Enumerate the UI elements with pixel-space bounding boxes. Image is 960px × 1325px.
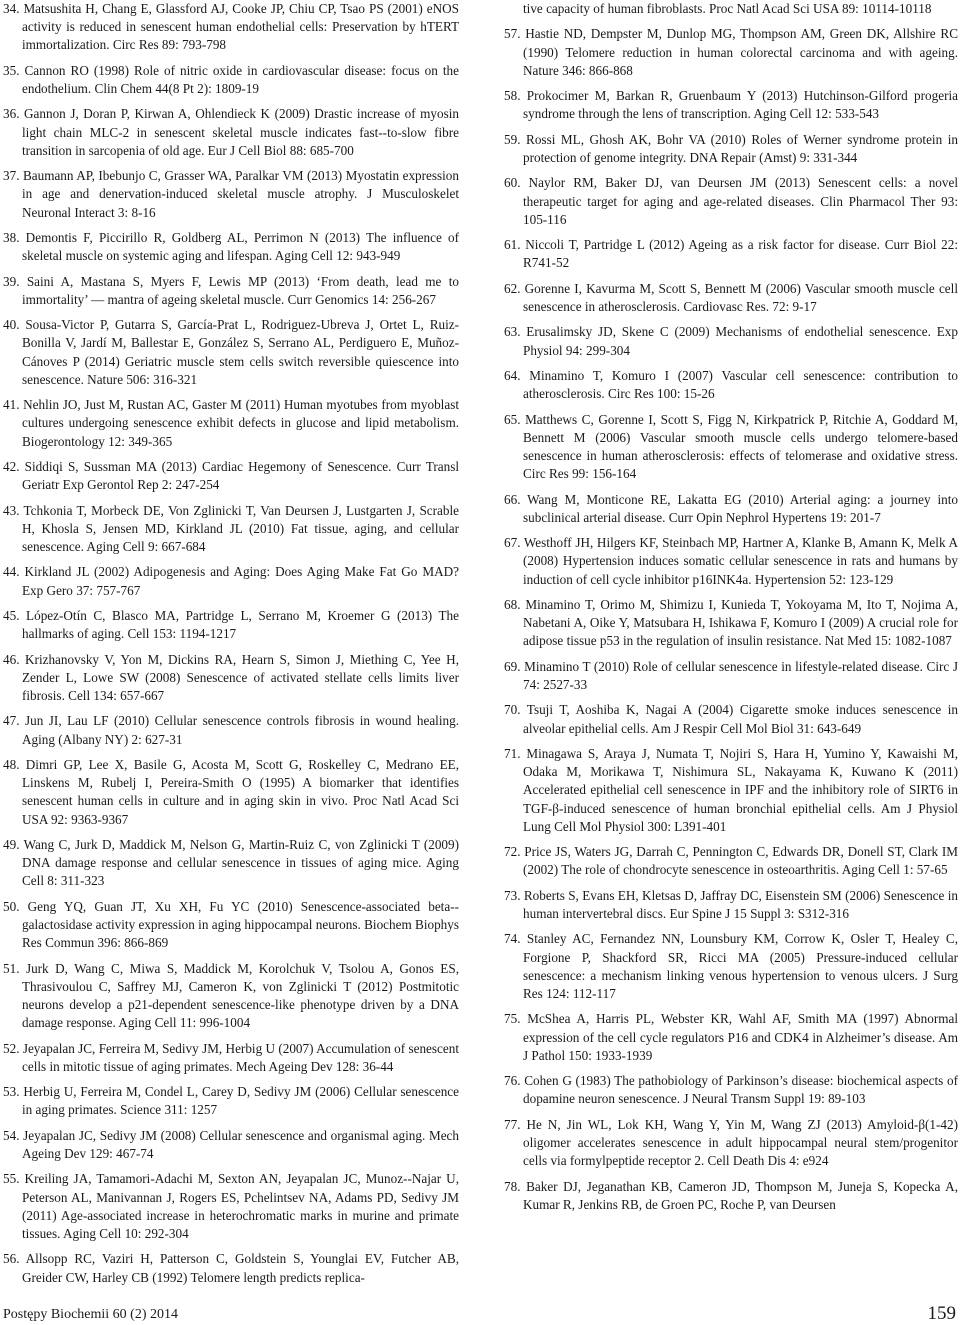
reference-item: 46. Krizhanovsky V, Yon M, Dickins RA, Hearn S, Simon J, Miething C, Yee H, Zender L, Lowe SW (2008) Senescence of activated stellate cells limits liver fibrosis. Cell 134: 657-667 xyxy=(3,651,459,703)
reference-item: 66. Wang M, Monticone RE, Lakatta EG (2010) Arterial aging: a journey into subclinical arterial disease. Curr Opin Nephrol Hypertens 19: 201-7 xyxy=(504,491,958,525)
reference-item: 34. Matsushita H, Chang E, Glassford AJ, Cooke JP, Chiu CP, Tsao PS (2001) eNOS activity is reduced in senescent human endothelial cells: Preservation by hTERT immortalization. Circ Res 89: 793-798 xyxy=(3,1,459,53)
reference-item: 58. Prokocimer M, Barkan R, Gruenbaum Y (2013) Hutchinson-Gilford progeria syndrome through the lens of transcription. Aging Cell 12: 533-543 xyxy=(504,88,958,122)
reference-item: 44. Kirkland JL (2002) Adipogenesis and Aging: Does Aging Make Fat Go MAD? Exp Gero 37: 757-767 xyxy=(3,564,459,598)
reference-item: 52. Jeyapalan JC, Ferreira M, Sedivy JM, Herbig U (2007) Accumulation of senescent cells in mitotic tissue of aging primates. Mech Ageing Dev 128: 36-44 xyxy=(3,1040,459,1074)
reference-column-left xyxy=(3,0,459,1294)
reference-item: 62. Gorenne I, Kavurma M, Scott S, Bennett M (2006) Vascular smooth muscle cell senescence in atherosclerosis. Cardiovasc Res. 72: 9-17 xyxy=(504,280,958,314)
reference-item: 35. Cannon RO (1998) Role of nitric oxide in cardiovascular disease: focus on the endothelium. Clin Chem 44(8 Pt 2): 1809-19 xyxy=(3,62,459,96)
reference-item: 49. Wang C, Jurk D, Maddick M, Nelson G, Martin-Ruiz C, von Zglinicki T (2009) DNA damage response and cellular senescence in tissues of aging mice. Aging Cell 8: 311-323 xyxy=(3,836,459,889)
reference-item: 77. He N, Jin WL, Lok KH, Wang Y, Yin M, Wang ZJ (2013) Amyloid-β(1-42) oligomer accelerates senescence in adult hippocampal neural stem/progenitor cells via formylpeptide receptor 2. Cell Death Dis 4: e924 xyxy=(504,1116,958,1169)
reference-item: 72. Price JS, Waters JG, Darrah C, Pennington C, Edwards DR, Donell ST, Clark IM (2002) The role of chondrocyte senescence in osteoarthritis. Aging Cell 1: 57-65 xyxy=(504,844,958,878)
journal-citation: Postępy Biochemii 60 (2) 2014 xyxy=(3,1307,178,1322)
reference-column-right xyxy=(504,0,958,1221)
reference-item: 48. Dimri GP, Lee X, Basile G, Acosta M, Scott G, Roskelley C, Medrano EE, Linskens M, Rubelj I, Pereira-Smith O (1995) A biomarker that identifies senescent human cells in culture and in aging skin in vivo. Proc Natl Acad Sci USA 92: 9363-9367 xyxy=(3,756,459,827)
page-number: 159 xyxy=(927,1303,956,1324)
reference-item: 57. Hastie ND, Dempster M, Dunlop MG, Thompson AM, Green DK, Allshire RC (1990) Telomere reduction in human colorectal carcinoma and with ageing. Nature 346: 866-868 xyxy=(504,26,958,78)
reference-item: 61. Niccoli T, Partridge L (2012) Ageing as a risk factor for disease. Curr Biol 22: R741-52 xyxy=(504,237,958,271)
reference-item: 36. Gannon J, Doran P, Kirwan A, Ohlendieck K (2009) Drastic increase of myosin light chain MLC-2 in senescent skeletal muscle indicates fast--to-slow fibre transition in sarcopenia of old age. Eur J Cell Biol 88: 685-700 xyxy=(3,106,459,158)
reference-item: 40. Sousa-Victor P, Gutarra S, García-Prat L, Rodriguez-Ubreva J, Ortet L, Ruiz-Bonilla V, Jardí M, Ballestar E, González S, Serrano AL, Perdiguero E, Muñoz-Cánoves P (2014) Geriatric muscle stem cells switch reversible quiescence into senescence. Nature 506: 316-321 xyxy=(3,317,459,387)
reference-item: 59. Rossi ML, Ghosh AK, Bohr VA (2010) Roles of Werner syndrome protein in protection of genome integrity. DNA Repair (Amst) 9: 331-344 xyxy=(504,131,958,165)
reference-item: 42. Siddiqi S, Sussman MA (2013) Cardiac Hegemony of Senescence. Curr Transl Geriatr Exp Gerontol Rep 2: 247-254 xyxy=(3,458,459,493)
reference-item: 38. Demontis F, Piccirillo R, Goldberg AL, Perrimon N (2013) The influence of skeletal muscle on systemic aging and lifespan. Aging Cell 12: 943-949 xyxy=(3,229,459,264)
reference-item: 41. Nehlin JO, Just M, Rustan AC, Gaster M (2011) Human myotubes from myoblast cultures undergoing senescence exhibit defects in glucose and lipid metabolism. Biogerontology 12: 349-365 xyxy=(3,397,459,449)
reference-item: 73. Roberts S, Evans EH, Kletsas D, Jaffray DC, Eisenstein SM (2006) Senescence in human intervertebral discs. Eur Spine J 15 Suppl 3: S312-316 xyxy=(504,887,958,921)
reference-item: 68. Minamino T, Orimo M, Shimizu I, Kunieda T, Yokoyama M, Ito T, Nojima A, Nabetani A, Oike Y, Matsubara H, Ishikawa F, Komuro I (2009) A crucial role for adipose tissue p53 in the regulation of insulin resistance. Nat Med 15: 1082-1087 xyxy=(504,596,958,649)
reference-item: 37. Baumann AP, Ibebunjo C, Grasser WA, Paralkar VM (2013) Myostatin expression in age and denervation-induced skeletal muscle atrophy. J Musculoskelet Neuronal Interact 3: 8-16 xyxy=(3,168,459,220)
reference-item: 76. Cohen G (1983) The pathobiology of Parkinson’s disease: biochemical aspects of dopamine neuron senescence. J Neural Transm Suppl 19: 89-103 xyxy=(504,1073,958,1107)
reference-item: 39. Saini A, Mastana S, Myers F, Lewis MP (2013) ‘From death, lead me to immortality’ — mantra of ageing skeletal muscle. Curr Genomics 14: 256-267 xyxy=(3,273,459,307)
reference-item: 54. Jeyapalan JC, Sedivy JM (2008) Cellular senescence and organismal aging. Mech Ageing Dev 129: 467-74 xyxy=(3,1127,459,1161)
reference-item: 55. Kreiling JA, Tamamori-Adachi M, Sexton AN, Jeyapalan JC, Munoz--Najar U, Peterson AL, Manivannan J, Rogers ES, Pchelintsev NA, Adams PD, Sedivy JM (2011) Age-associated increase in heterochromatic marks in murine and primate tissues. Aging Cell 10: 292-304 xyxy=(3,1171,459,1241)
reference-item: 71. Minagawa S, Araya J, Numata T, Nojiri S, Hara H, Yumino Y, Kawaishi M, Odaka M, Morikawa T, Nishimura SL, Nakayama K, Kuwano K (2011) Accelerated epithelial cell senescence in IPF and the inhibitory role of SIRT6 in TGF-β-induced senescence of human bronchial epithelial cells. Am J Physiol Lung Cell Mol Physiol 300: L391-401 xyxy=(504,745,958,834)
reference-item: 74. Stanley AC, Fernandez NN, Lounsbury KM, Corrow K, Osler T, Healey C, Forgione P, Shackford SR, Ricci MA (2005) Pressure-induced cellular senescence: a mechanism linking venous hypertension to venous ulcers. J Surg Res 124: 112-117 xyxy=(504,931,958,1001)
reference-item: 63. Erusalimsky JD, Skene C (2009) Mechanisms of endothelial senescence. Exp Physiol 94: 299-304 xyxy=(504,324,958,358)
reference-continuation: tive capacity of human fibroblasts. Proc Natl Acad Sci USA 89: 10114-10118 xyxy=(523,1,932,16)
reference-item: 43. Tchkonia T, Morbeck DE, Von Zglinicki T, Van Deursen J, Lustgarten J, Scrable H, Khosla S, Jensen MD, Kirkland JL (2010) Fat tissue, aging, and cellular senescence. Aging Cell 9: 667-684 xyxy=(3,502,459,554)
page-footer xyxy=(3,1303,956,1323)
reference-item: 47. Jun JI, Lau LF (2010) Cellular senescence controls fibrosis in wound healing. Aging (Albany NY) 2: 627-31 xyxy=(3,713,459,747)
reference-item: 67. Westhoff JH, Hilgers KF, Steinbach MP, Hartner A, Klanke B, Amann K, Melk A (2008) Hypertension induces somatic cellular senescence in rats and humans by induction of cell cycle inhibitor p16INK4a. Hypertension 52: 123-129 xyxy=(504,535,958,587)
reference-item: 64. Minamino T, Komuro I (2007) Vascular cell senescence: contribution to atherosclerosis. Circ Res 100: 15-26 xyxy=(504,367,958,402)
reference-item: 65. Matthews C, Gorenne I, Scott S, Figg N, Kirkpatrick P, Ritchie A, Goddard M, Bennett M (2006) Vascular smooth muscle cells undergo telomere-based senescence in human atherosclerosis: effects of telomerase and oxidative stress. Circ Res 99: 156-164 xyxy=(504,411,958,482)
reference-item: 70. Tsuji T, Aoshiba K, Nagai A (2004) Cigarette smoke induces senescence in alveolar epithelial cells. Am J Respir Cell Mol Biol 31: 643-649 xyxy=(504,702,958,736)
reference-item: 69. Minamino T (2010) Role of cellular senescence in lifestyle-related disease. Circ J 74: 2527-33 xyxy=(504,658,958,692)
reference-item: 45. López-Otín C, Blasco MA, Partridge L, Serrano M, Kroemer G (2013) The hallmarks of aging. Cell 153: 1194-1217 xyxy=(3,607,459,642)
reference-item: 78. Baker DJ, Jeganathan KB, Cameron JD, Thompson M, Juneja S, Kopecka A, Kumar R, Jenkins RB, de Groen PC, Roche P, van Deursen xyxy=(504,1178,958,1212)
reference-item: 60. Naylor RM, Baker DJ, van Deursen JM (2013) Senescent cells: a novel therapeutic target for aging and age-related diseases. Clin Pharmacol Ther 93: 105-116 xyxy=(504,175,958,227)
reference-item: 56. Allsopp RC, Vaziri H, Patterson C, Goldstein S, Younglai EV, Futcher AB, Greider CW, Harley CB (1992) Telomere length predicts replica- xyxy=(3,1251,459,1285)
reference-item: 51. Jurk D, Wang C, Miwa S, Maddick M, Korolchuk V, Tsolou A, Gonos ES, Thrasivoulou C, Saffrey MJ, Cameron K, von Zglinicki T (2012) Postmitotic neurons develop a p21-dependent senescence-like phenotype driven by a DNA damage response. Aging Cell 11: 996-1004 xyxy=(3,960,459,1031)
reference-item: 53. Herbig U, Ferreira M, Condel L, Carey D, Sedivy JM (2006) Cellular senescence in aging primates. Science 311: 1257 xyxy=(3,1084,459,1118)
reference-item: 50. Geng YQ, Guan JT, Xu XH, Fu YC (2010) Senescence-associated beta--galactosidase activity expression in aging hippocampal neurons. Biochem Biophys Res Commun 396: 866-869 xyxy=(3,898,459,951)
reference-item: 75. McShea A, Harris PL, Webster KR, Wahl AF, Smith MA (1997) Abnormal expression of the cell cycle regulators P16 and CDK4 in Alzheimer’s disease. Am J Pathol 150: 1933-1939 xyxy=(504,1011,958,1063)
